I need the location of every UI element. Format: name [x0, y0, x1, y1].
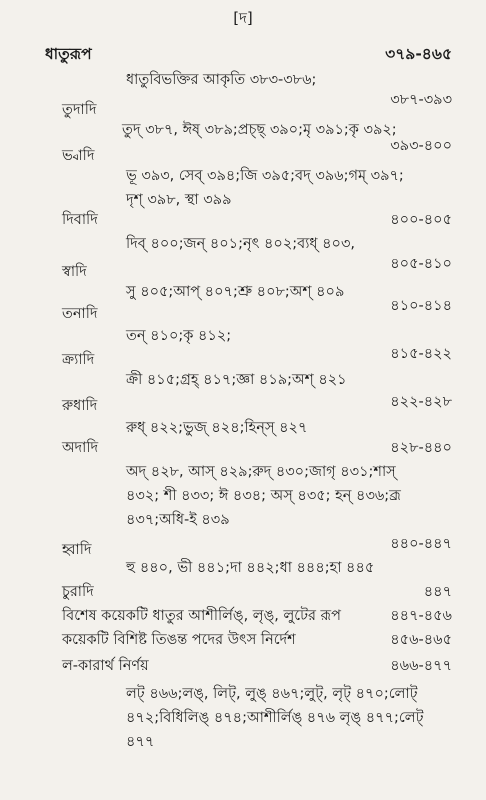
- section-range-rudhadi: ৪২২-৪২৮: [390, 394, 452, 410]
- section-range-churadi: ৪৪৭: [423, 584, 452, 600]
- main-heading-title: ধাতুরূপ: [45, 45, 92, 63]
- section-line: হু ৪৪০, ভী ৪৪১;দা ৪৪২;ধা ৪৪৪;হা ৪৪৫: [126, 560, 375, 576]
- section-line: অদ্ ৪২৮, আস্ ৪২৯;রুদ্ ৪৩০;জাগৃ ৪৩১;শাস্: [126, 464, 396, 480]
- section-title-source-notes: কয়েকটি বিশিষ্ট তিঙন্ত পদের উৎস নির্দেশ: [62, 632, 296, 648]
- section-range-kryadi: ৪১৫-৪২২: [390, 346, 452, 362]
- section-line: ক্রী ৪১৫;গ্রহ্ ৪১৭;জ্ঞা ৪১৯;অশ্ ৪২১: [126, 372, 347, 388]
- section-range-adadi: ৪২৮-৪৪০: [390, 440, 452, 456]
- section-range-tudadi: ৩৮৭-৩৯৩: [390, 92, 452, 108]
- section-line: ভূ ৩৯৩, সেব্ ৩৯৪;জি ৩৯৫;বদ্ ৩৯৬;গম্ ৩৯৭;: [126, 168, 404, 184]
- section-range-special-forms: ৪৪৭-৪৫৬: [390, 608, 452, 624]
- section-range-source-notes: ৪৫৬-৪৬৫: [390, 632, 452, 648]
- section-line: রুধ্ ৪২২;ভুজ্ ৪২৪;হিন্‌স্ ৪২৭: [126, 420, 308, 436]
- section-range-tanadi: ৪১০-৪১৪: [390, 298, 452, 314]
- section-title-svadi: স্বাদি: [62, 264, 87, 280]
- section-range-lakara: ৪৬৬-৪৭৭: [390, 658, 452, 674]
- section-line: লট্ ৪৬৬;লঙ্, লিট্, লুঙ্ ৪৬৭;লুট্, লৃট্ ৪৭০;লোট্: [126, 686, 418, 702]
- section-line: ৪৭৭: [126, 734, 155, 750]
- section-title-tudadi: তুদাদি: [62, 102, 97, 118]
- section-title-rudhadi: রুধাদি: [62, 398, 98, 414]
- section-title-special-forms: বিশেষ কয়েকটি ধাতুর আশীর্লিঙ্, লৃঙ্, লুটের রূপ: [62, 608, 341, 624]
- section-range-divadi: ৪০০-৪০৫: [390, 212, 452, 228]
- section-title-lakara: ল-কারার্থ নির্ণয়: [62, 658, 149, 674]
- main-heading-range: ৩৭৯-৪৬৫: [385, 45, 452, 63]
- section-title-bhvadi: ভ্বাদি: [62, 148, 95, 164]
- main-heading-line: ধাতুবিভক্তির আকৃতি ৩৮৩-৩৮৬;: [126, 72, 317, 88]
- section-title-kryadi: ক্র্যাদি: [62, 352, 95, 368]
- section-title-churadi: চুরাদি: [62, 584, 94, 600]
- section-line: দৃশ্ ৩৯৮, স্থা ৩৯৯: [126, 192, 232, 208]
- section-line: ৪৩৭;অধি-ই ৪৩৯: [126, 512, 230, 528]
- section-range-svadi: ৪০৫-৪১০: [390, 256, 452, 272]
- section-line: তন্ ৪১০;কৃ ৪১২;: [126, 328, 232, 344]
- section-line: তুদ্ ৩৮৭, ঈষ্ ৩৮৯;প্রচ্ছ্ ৩৯০;মৃ ৩৯১;কৃ ৩৯২;: [122, 122, 397, 138]
- section-line: সু ৪০৫;আপ্ ৪০৭;শ্রু ৪০৮;অশ্ ৪০৯: [126, 284, 345, 300]
- section-title-hvadi: হ্বাদি: [62, 542, 92, 558]
- section-range-bhvadi: ৩৯৩-৪০০: [390, 138, 452, 154]
- section-title-tanadi: তনাদি: [62, 306, 98, 322]
- section-title-divadi: দিবাদি: [62, 212, 98, 228]
- section-line: ৪৭২;বিধিলিঙ্ ৪৭৪;আশীর্লিঙ্ ৪৭৬ লৃঙ্ ৪৭৭;লেট্: [126, 710, 424, 726]
- section-line: দিব্ ৪০০;জন্ ৪০১;নৃৎ ৪০২;ব্যধ্ ৪০৩,: [126, 236, 356, 252]
- section-range-hvadi: ৪৪০-৪৪৭: [390, 536, 452, 552]
- page-label: [দ]: [233, 9, 253, 27]
- section-line: ৪৩২; শী ৪৩৩; ঈ ৪৩৪; অস্ ৪৩৫; হন্ ৪৩৬;ব্রূ: [126, 488, 401, 504]
- section-title-adadi: অদাদি: [62, 440, 99, 456]
